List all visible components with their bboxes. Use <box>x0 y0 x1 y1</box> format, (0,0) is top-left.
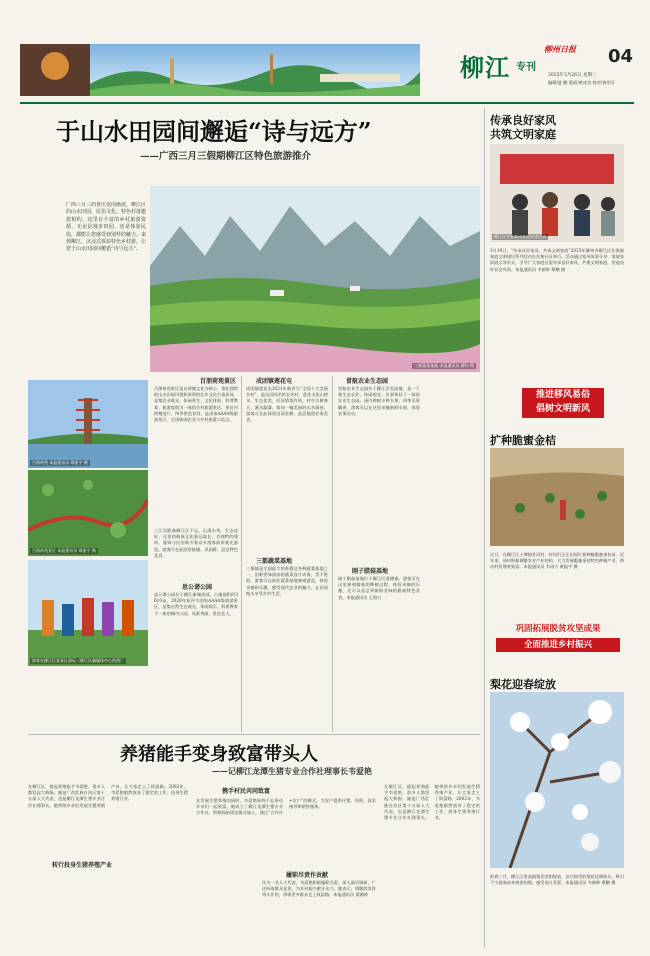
right-story1-body: 3月19日，“传承良好家风，共筑文明家庭”2025年柳州市柳江区拉堡镇家庭文明建设系列活动在拉堡社区举行。活动通过家风故事分享、家规家训展示等形式，引导广大家庭自觉传承良好家风，共建文明家庭，营造良好社会风尚。本报通讯员 韦新辉 覃鹏 摄 <box>490 248 624 272</box>
section-body-sanjiang: 三江县距离柳江区不远，山清水秀，生态良好，这里的侗族文化源远流长，其独特的建筑、服饰与民俗吸引着众多游客前来观光游览。游客可在此欣赏鼓楼、风雨桥，品尝特色美食。 <box>154 528 238 558</box>
right-story3-body: 阳春三月，柳江区里高镇梨花竞相绽放，洁白如雪的梨花挂满枝头，吸引不少游客前来观赏拍照，感受春日美景。本报通讯员 韦新辉 覃鹏 摄 <box>490 874 624 886</box>
section-body-lianhua: 成团镇莲花屯2021年被评为“全国十大美丽乡村”，是远近闻名的长寿村。莲花屯依山傍水，生态优美，民居错落有致，村中古树参天，溪水潺潺，如同一幅美丽的山水画卷。游客可在此体验田园农耕，品尝地道农家美食。 <box>246 386 328 423</box>
issue-date: 2025年3月26日 星期三 <box>548 73 597 78</box>
civility-banner <box>522 388 604 418</box>
section-body-gangzi: 刚子腊菇基地位于柳江区进德镇，游客可在这里参观腊菇的种植过程，体验采摘的乐趣，还可以品尝到新鲜美味的腊菇特色美食。本报通讯员 王海力 <box>338 576 420 600</box>
section-title-sandu: 三都蔬菜基地 <box>256 558 293 565</box>
header-banner-image <box>20 44 420 96</box>
section-body-sigongpu: 思公谱公园位于柳江新城南部，占地面积约3610亩，2020年获评为国家AAAA级旅游景区，是集自然生态观光、休闲娱乐、科普教育于一体的城市公园，风景秀丽，景色宜人。 <box>154 592 238 616</box>
poverty-banner <box>496 622 620 660</box>
poverty-banner-line-1: 巩固拓展脱贫攻坚成果 <box>515 624 601 634</box>
editor-credits: 编辑/夏 鹏 版面/黄成良 校对/黄明芬 <box>548 80 615 85</box>
civility-banner-line-1: 推进移风易俗 <box>535 390 590 400</box>
right-story2-title: 扩种脆蜜金桔 <box>490 434 556 447</box>
civility-banner-line-2: 倡树文明新风 <box>535 404 590 414</box>
right-story2-photo <box>490 448 624 546</box>
paper-logo: 柳州日报 <box>544 44 576 54</box>
section-title-maohang: 冒航农业生态园 <box>346 378 389 385</box>
right-story1-photo <box>490 144 624 242</box>
section-title-gangzi: 刚子腊菇基地 <box>352 568 389 575</box>
right-story2-body: 近日，在柳江区土博镇甘河村，村民们正在田间忙着种植脆蜜金桔苗。近年来，该村积极调整农业产业结构，大力发展脆蜜金桔特色种植产业，带动村民增收致富。本报通讯员 韦涛力 黄振宇 摄 <box>490 552 624 570</box>
main-headline-part-1: 于山水田园间邂逅 <box>56 117 248 146</box>
second-section-body-1: 在柳江区，提起养殖能手韦爱艳，很多人都竖起大拇指。她是广西壮族自治区第十五届人大代表，也是柳江龙潭生猪专业合作社理事长。她带领乡亲们发展生猪养殖产业，让大家走上了致富路。2002年，韦爱艳毅然放弃了稳定的工作，投身生猪养殖行业。 <box>28 784 188 808</box>
lotus-path-photo-caption: 百朋荷苑景区 本报通讯员 覃振宇 摄 <box>32 548 96 553</box>
brand-title: 柳江 <box>460 53 510 82</box>
folk-performers-photo <box>28 560 148 666</box>
main-intro: 广西三月三的喜庆氛围渐浓，柳江区的山水田园、民俗文化、特色村落邀您相约。这里有丰富的乡村旅游资源，无论是漫步田园，还是体验民俗，都能让您感受到别样的魅力。来到柳江，沉浸式体验特色乡村游，让您于山水田园间邂逅“诗与远方”。 <box>66 202 146 253</box>
column-divider-2 <box>332 376 333 732</box>
section-title-sigongpu: 思公谱公园 <box>182 584 213 591</box>
right-story3-title: 梨花迎春绽放 <box>490 678 556 691</box>
main-headline-part-2: “诗与远方” <box>248 117 372 146</box>
right-story1-title-2: 共筑文明家庭 <box>490 128 556 141</box>
second-section-body-2: 在发展生猪养殖的同时，韦爱艳始终不忘带动乡亲们一起致富。她成立了柳江龙潭生猪专业合作社，积极吸纳周边群众加入，通过“合作社+农户”的模式，为农户提供仔猪、饲料、技术指导和销售服务。 <box>196 798 376 816</box>
right-story3-photo <box>490 692 624 868</box>
header-rule <box>20 102 634 104</box>
second-section-title-2: 携手村民共同致富 <box>222 788 271 795</box>
section-body-sandu: 三都镇是全国最大的香葱及冬种蔬菜基地之一，田野里绿油油的蔬菜连片成海，美不胜收。游客可以前往蔬菜基地参观游览，体验采摘的乐趣，感受现代农业的魅力，在田间地头享受乡村生活。 <box>246 566 328 596</box>
page-header <box>20 40 634 98</box>
main-headline <box>56 112 372 147</box>
second-section-body-3: 作为一名人大代表，韦爱艳积极履职尽责，深入基层调研，广泛听取群众意见，为乡村振兴献计出力。她表示，将继续发挥带头作用，带领更多群众走上致富路。本报通讯员 梁湘婷 <box>262 880 376 898</box>
page-number: 04 <box>608 46 634 67</box>
section-body-baipeng: 百朋荷苑景区是以荷塘文化为核心，依托独特的山水田园风貌和浓厚的壮乡文化打造而成，是集农业观光、休闲养生、文化体验、科普教育、旅游度假为一体的乡村旅游景区。景区内荷塘连片，四季景色各异，是国家AAAA级旅游景区、全国休闲农业与乡村旅游示范点。 <box>154 386 238 423</box>
section-body-maohang: 冒航农业生态园位于柳江区里高镇，是一个集生态农业、休闲观光、农事体验于一体的农业生态园。园内种植多种水果，四季瓜果飘香，游客可以在这里采摘新鲜水果，体验农事活动。 <box>338 386 420 416</box>
story-divider <box>28 734 480 735</box>
section-title-baipeng: 百朋荷苑景区 <box>200 378 237 385</box>
right-story1-title-1: 传承良好家风 <box>490 114 556 127</box>
column-divider-1 <box>241 376 242 732</box>
folk-photo-caption: 游客在柳江区某景区游玩（柳江区融媒体中心供图） <box>32 658 124 663</box>
right-column-divider <box>484 108 485 948</box>
pagoda-photo-caption: 百朋荷苑 本报通讯员 覃振宇 摄 <box>32 460 88 465</box>
main-photo-caption: 三都蔬菜基地 本报通讯员 柳均 摄 <box>414 363 474 368</box>
lotus-path-photo <box>28 470 148 556</box>
poverty-banner-line-2: 全面推进乡村振兴 <box>496 638 620 652</box>
second-subtitle: ——记柳江龙潭生猪专业合作社理事长韦爱艳 <box>212 766 372 776</box>
second-section-title-3: 履职尽责作贡献 <box>286 872 329 879</box>
right-story1-caption: 柳江区开展家风家训宣讲活动 <box>494 234 546 239</box>
main-subtitle: ——广西三月三假期柳江区特色旅游推介 <box>140 151 312 162</box>
section-title-lianhua: 成团镇莲花屯 <box>256 378 293 385</box>
pagoda-photo <box>28 380 148 468</box>
second-headline: 养猪能手变身致富带头人 <box>120 744 318 765</box>
second-section-body-cont: 在柳江区，提起养殖能手韦爱艳，很多人都竖起大拇指。她是广西壮族自治区第十五届人大代表，也是柳江龙潭生猪专业合作社理事长。她带领乡亲们发展生猪养殖产业，让大家走上了致富路。2002年，韦爱艳毅然放弃了稳定的工作，投身生猪养殖行业。 <box>384 784 480 821</box>
second-section-title-1: 转行投身生猪养殖产业 <box>52 862 113 869</box>
brand-suffix: 专刊 <box>516 62 536 73</box>
main-landscape-photo <box>150 186 480 372</box>
